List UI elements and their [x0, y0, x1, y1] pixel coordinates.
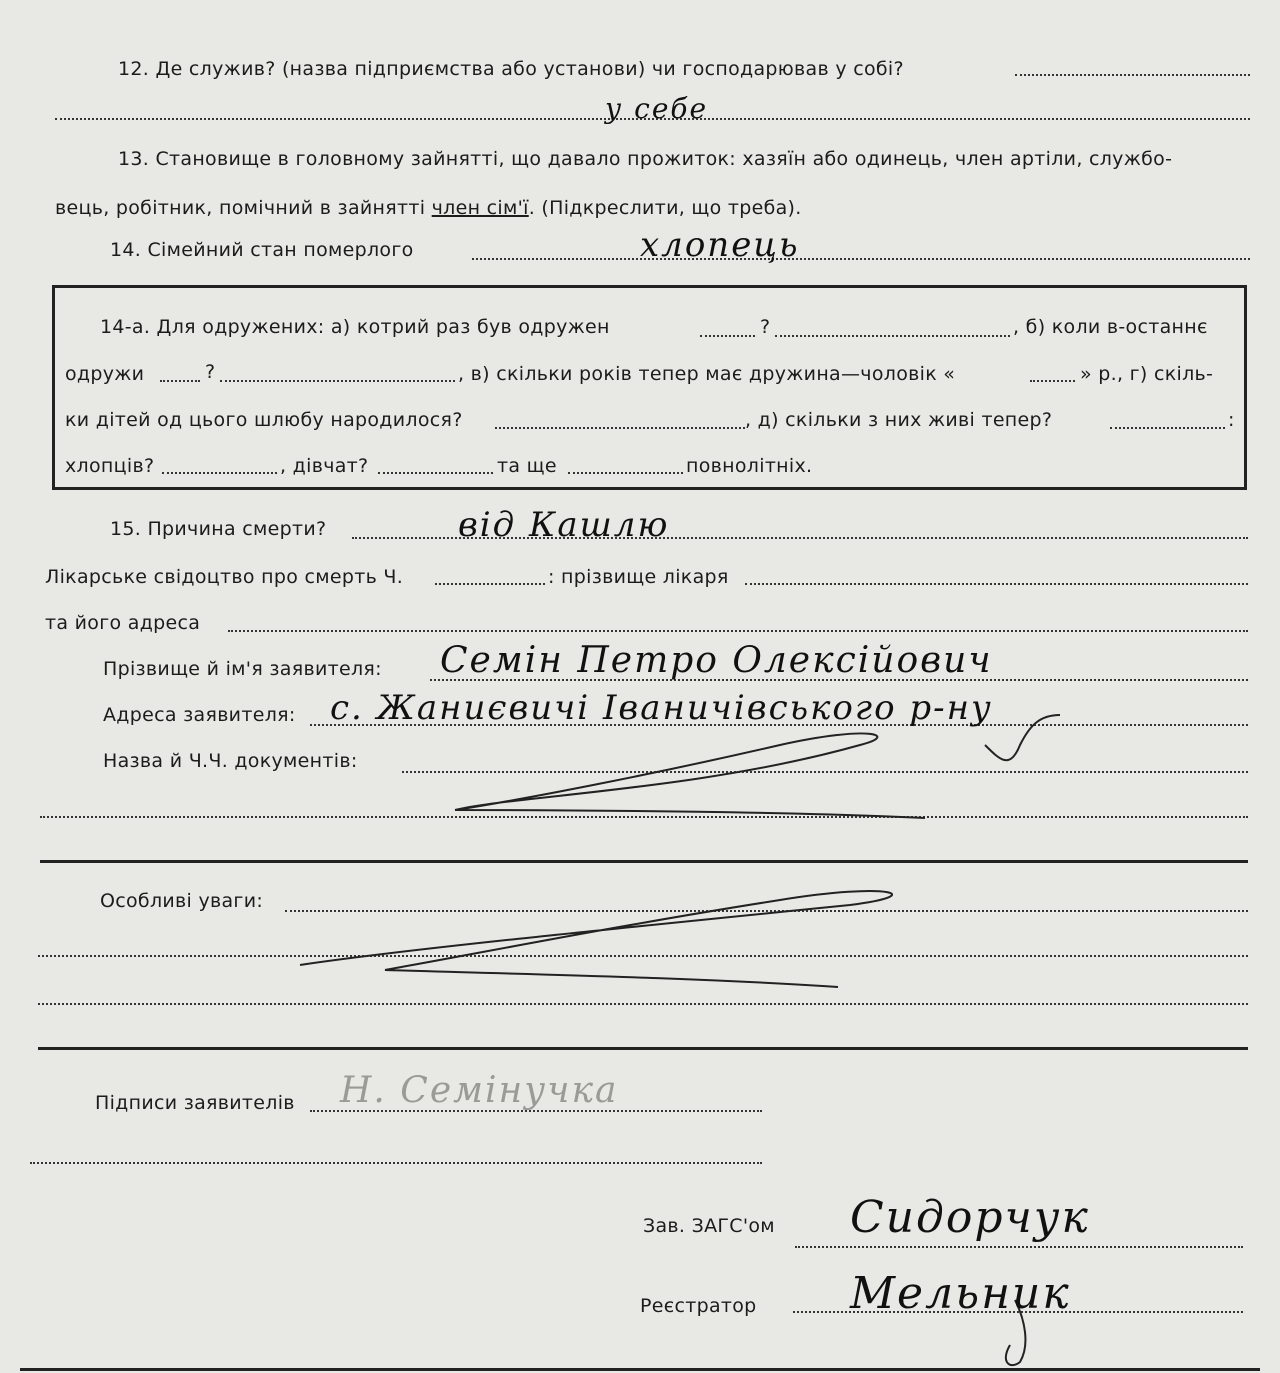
applicant-address-value: с. Жаниєвичі Іваничівського р-ну: [330, 688, 993, 728]
q14a-l2-c: » р., г) скіль-: [1080, 363, 1214, 385]
q14a-l1-b: , б) коли в-останнє: [1013, 316, 1208, 338]
head-signature: Сидорчук: [850, 1192, 1090, 1243]
q14a-l2-b: , в) скільки років тепер має дружина—чоловік «: [458, 363, 956, 385]
q14a-l3-c: :: [1228, 409, 1235, 431]
q13-underlined-choice[interactable]: член сім'ї: [431, 197, 529, 219]
applicant-docs-label: Назва й Ч.Ч. документів:: [103, 750, 358, 772]
q14a-l1-a: 14-а. Для одружених: а) котрий раз був одружен: [100, 316, 610, 338]
q14a-l4-a: хлопців?: [65, 455, 155, 477]
q14-label: 14. Сімейний стан померлого: [110, 239, 414, 261]
doctor-cert-suffix: : прізвище лікаря: [548, 566, 729, 588]
q15-label: 15. Причина смерти?: [110, 518, 327, 540]
registrar-signature: Мельник: [850, 1268, 1071, 1319]
q14a-l2-q: ?: [205, 361, 216, 383]
q14a-l3-b: , д) скільки з них живі тепер?: [745, 409, 1053, 431]
bottom-rule: [20, 1368, 1260, 1371]
q15-answer: від Кашлю: [458, 505, 670, 545]
q14a-l1-q: ?: [760, 316, 771, 338]
head-label: Зав. ЗАГС'ом: [643, 1215, 775, 1237]
applicant-name-label: Прізвище й ім'я заявителя:: [103, 658, 382, 680]
notes-label: Особливі уваги:: [100, 890, 264, 912]
doctor-cert-label: Лікарське свідоцтво про смерть Ч.: [45, 566, 404, 588]
applicants-signature-line2[interactable]: [30, 1162, 762, 1164]
q13-line2-a: вець, робітник, помічний в зайнятті: [55, 197, 432, 219]
q14a-l4-c: та ще: [497, 455, 557, 477]
applicants-signature-label: Підписи заявителів: [95, 1092, 295, 1114]
q14a-l4-d: повнолітніх.: [686, 455, 813, 477]
head-signature-line[interactable]: [795, 1246, 1243, 1248]
q13-line1: 13. Становище в головному зайнятті, що давало прожиток: хазяїн або одинець, член артіли, службо-: [118, 148, 1173, 170]
applicant-name-value: Семін Петро Олексійович: [440, 640, 993, 681]
q14a-l4-b: , дівчат?: [280, 455, 369, 477]
q14a-l2-a: одружи: [65, 363, 145, 385]
q12-answer: у себе: [605, 92, 709, 125]
applicants-signature: Н. Семінучка: [340, 1070, 619, 1111]
applicant-address-label: Адреса заявителя:: [103, 704, 296, 726]
q12-label: 12. Де служив? (назва підприємства або установи) чи господарював у собі?: [118, 58, 904, 80]
doctor-address-label: та його адреса: [45, 612, 201, 634]
registrar-label: Реєстратор: [640, 1295, 757, 1317]
q13-line2-b: . (Підкреслити, що треба).: [528, 197, 802, 219]
q14a-l3-a: ки дітей од цього шлюбу народилося?: [65, 409, 463, 431]
q14-answer: хлопець: [640, 225, 800, 265]
